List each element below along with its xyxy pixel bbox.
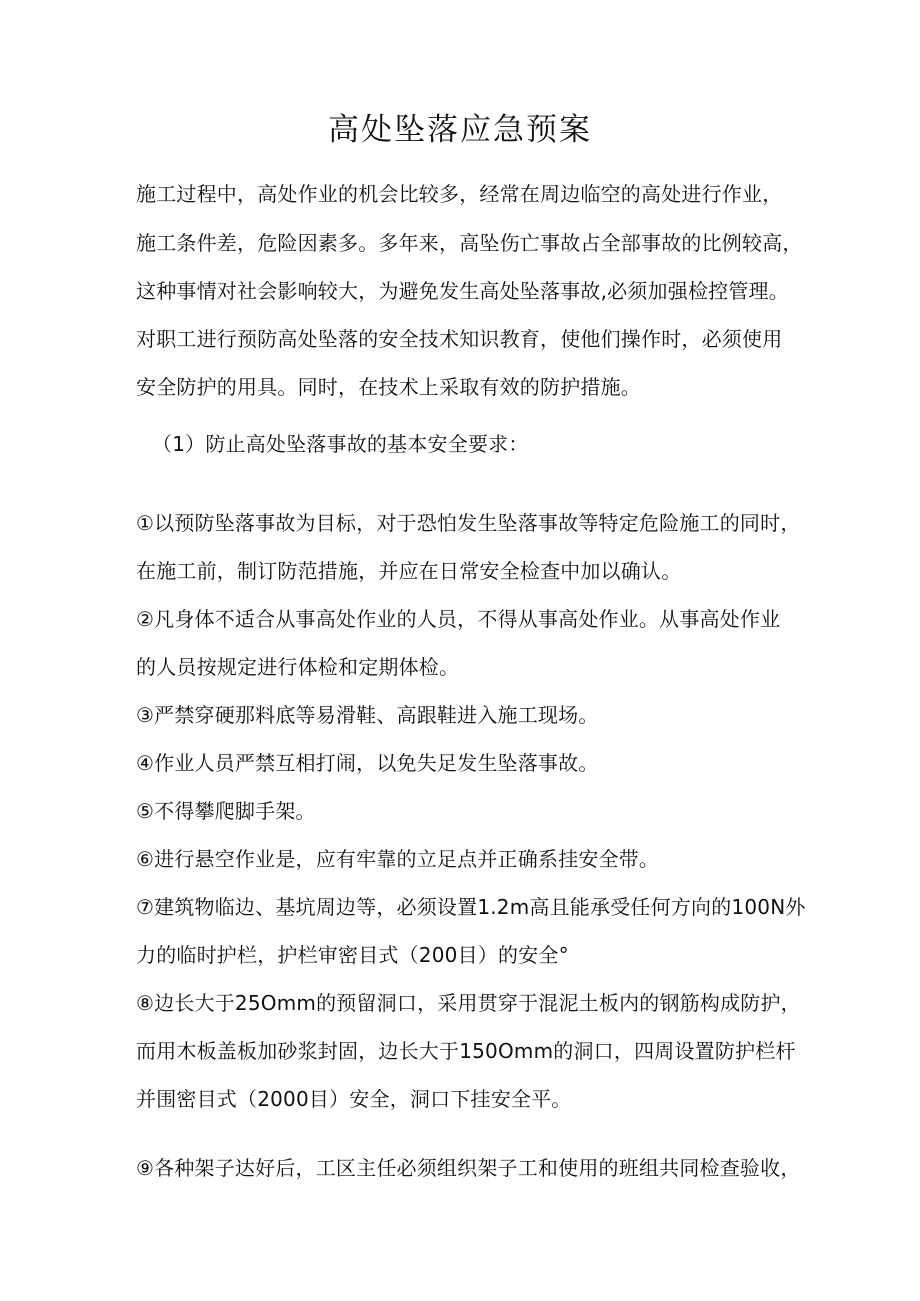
body-line-3: 这种事情对社会影响较大，为避免发生高处坠落事故,必须加强检控管理。 — [136, 279, 789, 303]
body-line-2: 施工条件差，危险因素多。多年来，高坠伤亡事故占全部事故的比例较高， — [136, 231, 803, 255]
item-5: ⑤不得攀爬脚手架。 — [136, 799, 316, 823]
item-2-line-1: ②凡身体不适合从事高处作业的人员，不得从事高处作业。从事高处作业 — [136, 607, 781, 631]
document-title: 高处坠落应急预案 — [328, 112, 592, 148]
item-4: ④作业人员严禁互相打闹，以免失足发生坠落事故。 — [136, 751, 599, 775]
item-3: ③严禁穿硬那料底等易滑鞋、高跟鞋进入施工现场。 — [136, 703, 599, 727]
item-2-line-2: 的人员按规定进行体检和定期体检。 — [136, 655, 460, 679]
body-line-5: 安全防护的用具。同时，在技术上采取有效的防护措施。 — [136, 375, 641, 399]
item-8-line-3: 并围密目式（2000目）安全，洞口下挂安全平。 — [136, 1087, 572, 1111]
item-9-line-1: ⑨各种架子达好后，工区主任必须组织架子工和使用的班组共同检查验收， — [136, 1156, 801, 1180]
item-1-line-1: ①以预防坠落事故为目标，对于恐怕发生坠落事故等特定危险施工的同时， — [136, 511, 801, 535]
item-8-line-2: 而用木板盖板加砂浆封固，边长大于150Omm的洞口，四周设置防护栏杆 — [136, 1039, 796, 1063]
item-6: ⑥进行悬空作业是，应有牢靠的立足点并正确系挂安全带。 — [136, 847, 660, 871]
body-line-4: 对职工进行预防高处坠落的安全技术知识教育，使他们操作时，必须使用 — [136, 327, 783, 351]
item-7-line-1: ⑦建筑物临边、基坑周边等，必须设置1.2m高且能承受任何方向的100N外 — [136, 895, 806, 919]
body-line-1: 施工过程中，高处作业的机会比较多，经常在周边临空的高处进行作业， — [136, 182, 783, 206]
item-7-line-2: 力的临时护栏，护栏审密目式（200目）的安全° — [136, 943, 569, 967]
item-1-line-2: 在施工前，制订防范措施，并应在日常安全检查中加以确认。 — [136, 559, 682, 583]
section-heading-1: （1）防止高处坠落事故的基本安全要求： — [152, 432, 529, 456]
item-8-line-1: ⑧边长大于25Omm的预留洞口，采用贯穿于混泥土板内的钢筋构成防护， — [136, 991, 801, 1015]
